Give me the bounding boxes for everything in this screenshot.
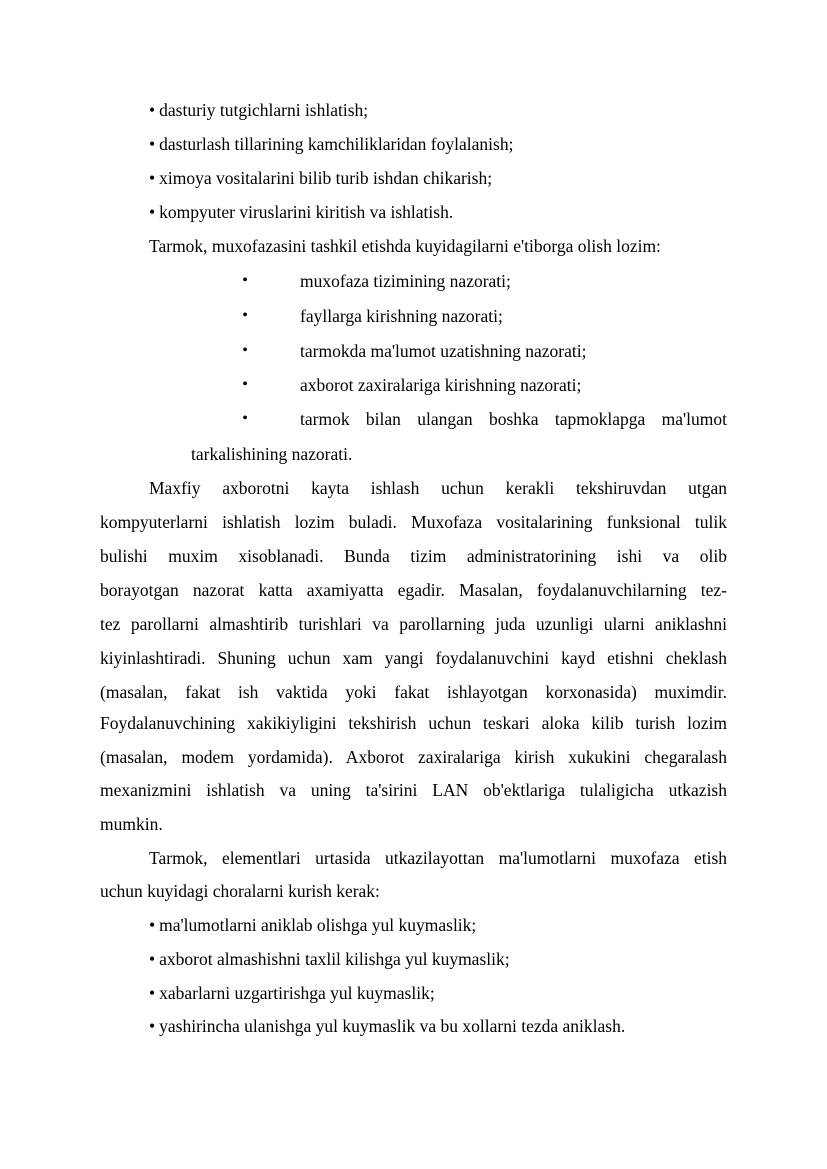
control-item: fayllarga kirishning nazorati; bbox=[300, 306, 503, 326]
bullet-mark: • bbox=[149, 134, 156, 154]
paragraph-line-text: mexanizmini ishlatish va uning ta'sirini LAN ob'ektlariga tulaligicha utkazish bbox=[100, 780, 727, 800]
list-item bbox=[149, 948, 510, 970]
paragraph-line bbox=[100, 746, 727, 768]
paragraph-line bbox=[100, 779, 727, 801]
control-item: axborot zaxiralariga kirishning nazorati; bbox=[300, 375, 582, 395]
paragraph-line-text: Tarmok, elementlari urtasida utkazilayottan ma'lumotlarni muxofaza etish bbox=[149, 848, 727, 868]
dot-bullet: • bbox=[242, 272, 248, 289]
dot-bullet: • bbox=[242, 410, 248, 427]
list-item bbox=[149, 914, 476, 936]
paragraph-line bbox=[149, 847, 727, 869]
bullet-mark: • bbox=[149, 100, 156, 120]
list-item-text: dasturiy tutgichlarni ishlatish; bbox=[159, 100, 369, 120]
control-item: tarmokda ma'lumot uzatishning nazorati; bbox=[300, 341, 587, 361]
paragraph-line bbox=[100, 511, 727, 533]
bullet-mark: • bbox=[149, 1016, 156, 1036]
list-item bbox=[149, 1015, 625, 1037]
list-item-text: dasturlash tillarining kamchiliklaridan foylalanish; bbox=[159, 134, 514, 154]
bullet-mark: • bbox=[149, 949, 156, 969]
bullet-mark: • bbox=[149, 202, 156, 222]
paragraph-line-text: kiyinlashtiradi. Shuning uchun xam yangi foydalanuvchini kayd etishni cheklash bbox=[100, 648, 727, 668]
paragraph-line-text: Maxfiy axborotni kayta ishlash uchun kerakli tekshiruvdan utgan bbox=[149, 478, 727, 498]
paragraph-line-text: (masalan, fakat ish vaktida yoki fakat ishlayotgan korxonasida) muximdir. bbox=[100, 682, 727, 702]
paragraph-line bbox=[149, 477, 727, 499]
paragraph-line bbox=[100, 545, 727, 567]
paragraph-line: mumkin. bbox=[100, 814, 163, 834]
list-item bbox=[149, 133, 513, 155]
list-item-text: yashirincha ulanishga yul kuymaslik va bu xollarni tezda aniklash. bbox=[159, 1016, 626, 1036]
paragraph-line bbox=[100, 579, 727, 601]
list-item bbox=[149, 167, 492, 189]
control-item-continuation: tarkalishining nazorati. bbox=[191, 444, 353, 464]
list-item bbox=[149, 201, 453, 223]
list-item bbox=[149, 982, 435, 1004]
dot-bullet: • bbox=[242, 342, 248, 359]
intro-line: Tarmok, muxofazasini tashkil etishda kuyidagilarni e'tiborga olish lozim: bbox=[149, 236, 661, 256]
paragraph-line-text: kompyuterlarni ishlatish lozim buladi. Muxofaza vositalarining funksional tulik bbox=[100, 512, 727, 532]
list-item-text: kompyuter viruslarini kiritish va ishlatish. bbox=[159, 202, 454, 222]
paragraph-line-text: bulishi muxim xisoblanadi. Bunda tizim administratorining ishi va olib bbox=[100, 546, 727, 566]
paragraph-line-text: Foydalanuvchining xakikiyligini tekshirish uchun teskari aloka kilib turish lozim bbox=[100, 713, 727, 733]
paragraph-line: uchun kuyidagi choralarni kurish kerak: bbox=[100, 881, 380, 901]
paragraph-line-text: (masalan, modem yordamida). Axborot zaxiralariga kirish xukukini chegaralash bbox=[100, 747, 727, 767]
list-item-text: ma'lumotlarni aniklab olishga yul kuymaslik; bbox=[159, 915, 477, 935]
control-item-text: tarmok bilan ulangan boshka tapmoklapga ma'lumot bbox=[300, 409, 727, 429]
dot-bullet: • bbox=[242, 307, 248, 324]
list-item bbox=[149, 99, 368, 121]
control-item: muxofaza tizimining nazorati; bbox=[300, 271, 511, 291]
bullet-mark: • bbox=[149, 168, 156, 188]
control-item bbox=[300, 408, 727, 430]
list-item-text: xabarlarni uzgartirishga yul kuymaslik; bbox=[159, 983, 435, 1003]
bullet-mark: • bbox=[149, 983, 156, 1003]
paragraph-line bbox=[100, 712, 727, 734]
list-item-text: axborot almashishni taxlil kilishga yul kuymaslik; bbox=[159, 949, 510, 969]
list-item-text: ximoya vositalarini bilib turib ishdan chikarish; bbox=[159, 168, 493, 188]
paragraph-line bbox=[100, 681, 727, 703]
paragraph-line-text: tez parollarni almashtirib turishlari va parollarning juda uzunligi ularni aniklashni bbox=[100, 614, 727, 634]
bullet-mark: • bbox=[149, 915, 156, 935]
dot-bullet: • bbox=[242, 376, 248, 393]
paragraph-line bbox=[100, 647, 727, 669]
paragraph-line-text: borayotgan nazorat katta axamiyatta egadir. Masalan, foydalanuvchilarning tez- bbox=[100, 580, 727, 600]
paragraph-line bbox=[100, 613, 727, 635]
